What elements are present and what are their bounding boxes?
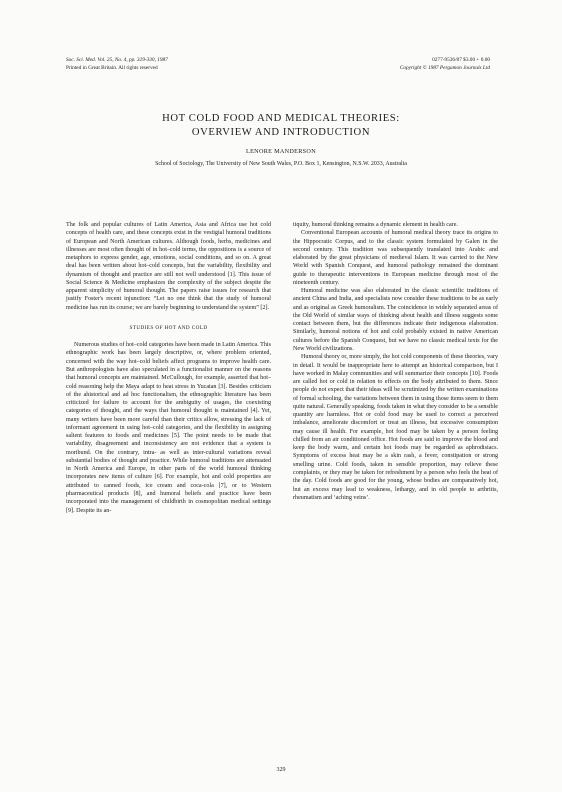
copyright-block (400, 57, 490, 72)
page-number: 329 (276, 767, 286, 773)
humoral-theory-paragraph: Humoral theory or, more simply, the hot cold components of these theories, vary in detail. It would be inappropriate here to attempt an historical comparison, but I have worked in Malay communities and will summarize their concepts [10]. Foods are called hot or cold in relation to effects on the body attributed to them. Since people do not expect that their ideas will be scrutinized by the written examinations of formal schooling, the variations between them in using those items seem to them quite natural. Generally speaking, foods taken in what they consider to be a sensible quantity are harmless. Hot or cold food may be used to correct a perceived imbalance, ameliorate discomfort or treat an illness, but excessive consumption may cause ill health. For example, hot food may be taken by a person feeling chilled from an air conditioned office. Hot foods are said to improve the blood and keep the body warm, and certain hot foods may be regarded as aphrodisiacs. Symptoms of excess heat may be a skin rash, a fever, constipation or strong smelling urine. Cold foods, taken in sensible proportion, may relieve these complaints, or they may be taken for refreshment by a person who feels the heat of the day. Cold foods are good for the young, whose bodies are comparatively hot, but an excess may lead to weakness, lethargy, and in old people to arthritis, rheumatism and ‘aching veins’. (293, 354, 498, 501)
studies-paragraph: Numerous studies of hot–cold categories have been made in Latin America. This ethnographic work has been largely descriptive, or, where problem oriented, concerned with the way hot–cold beliefs affect programs to improve health care. But anthropologists have also speculated in a functionalist manner on the reasons that humoral concepts are maintained. McCullough, for example, asserted that hot–cold reasoning help the Maya adapt to heat stress in Yucatan [3]. Besides criticism of the ahistorical and ad hoc functionalism, the ethnographic literature has been criticized for failure to account for the ambiguity of usages, the coexisting categories of thought, and the ways that humoral thought is maintained [4]. Yet, many writers have been more careful than their critics allow, stressing the lack of informant agreement in using hot–cold categories, and the flexibility in assigning salient features to foods and medicines [5]. The point needs to be made that variability, disagreement and inconsistency are not evidence that a system is moribund. On the contrary, intra- as well as inter-cultural variations reveal substantial bodies of thought and practice. While humoral traditions are attenuated in North America and Europe, in other parts of the world humoral thinking incorporates new items of culture [6]. For example, hot and cold properties are attributed to canned foods, ice cream and coca-cola [7], or to Western pharmaceutical products [8], and humoral beliefs and practice have been incorporated into the management of childbirth in cosmopolitan medical settings [9]. Despite its an- (66, 342, 271, 514)
title-line-2: OVERVIEW AND INTRODUCTION (191, 127, 371, 138)
article-title (0, 112, 562, 140)
issn-price-line: 0277-9536/87 $3.00 + 0.00 (432, 57, 490, 63)
title-line-1: HOT COLD FOOD AND MEDICAL THEORIES: (162, 113, 400, 124)
intro-paragraph: The folk and popular cultures of Latin America, Asia and Africa use hot cold concepts of health care, and these concepts exist in the vestigial humoral traditions of European and North American cultures. Although foods, herbs, medicines and illnesses are most often thought of in hot–cold terms, the oppositions is a source of metaphors to express gender, age, emotions, social conditions, and so on. A great deal has been written about hot–cold concepts, but the variability, flexibility and dynamism of thought and practice are still not well understood [1]. This issue of Social Science & Medicine emphasizes the complexity of the subject despite the apparent simplicity of humoral thought. The papers raise issues for research that justify Foster's recent injunction: “Let no one think that the study of humoral medicine has run its course; we are barely beginning to understand the system” [2]. (66, 222, 271, 311)
left-column (66, 221, 271, 515)
author-name: LENORE MANDERSON (246, 148, 316, 155)
right-column (293, 221, 498, 502)
elaboration-paragraph: Humoral medicine was also elaborated in the classic scientific traditions of ancient China and India, and specialists now consider these traditions to be as early and as original as Greek humoralism. The coincidence in widely separated areas of the Old World of similar ways of thinking about health and illness suggests some contact between them, but the differences indicate their indigenous elaboration. Similarly, humoral notions of hot and cold probably existed in native American cultures before the Spanish Conquest, but we have no classic medical texts for the New World civilizations. (293, 288, 498, 352)
continued-paragraph: tiquity, humoral thinking remains a dynamic element in health care. (293, 222, 458, 228)
section-heading: STUDIES OF HOT AND COLD (129, 324, 208, 331)
journal-volume-line: Soc. Sci. Med. Vol. 25, No. 4, pp. 329-330, 1987 (66, 57, 168, 63)
conventional-accounts-paragraph: Conventional European accounts of humoral medical theory trace its origins to the Hippocratic Corpus, and to the classic system formulated by Galen in the second century. This tradition was subsequently translated into Arabic and elaborated by the great physicians of medieval Islam. It was carried to the New World with Spanish Conquest, and humoral pathology remained the dominant guide to therapeutic interventions in European medicine through most of the nineteenth century. (293, 230, 498, 286)
author-affiliation: School of Sociology, The University of New South Wales, P.O. Box 1, Kensington, N.S.W. 2033, Australia (155, 161, 407, 167)
printed-in-line: Printed in Great Britain. All rights reserved (66, 64, 158, 71)
journal-citation (66, 57, 168, 72)
copyright-line: Copyright © 1987 Pergamon Journals Ltd (399, 64, 490, 71)
